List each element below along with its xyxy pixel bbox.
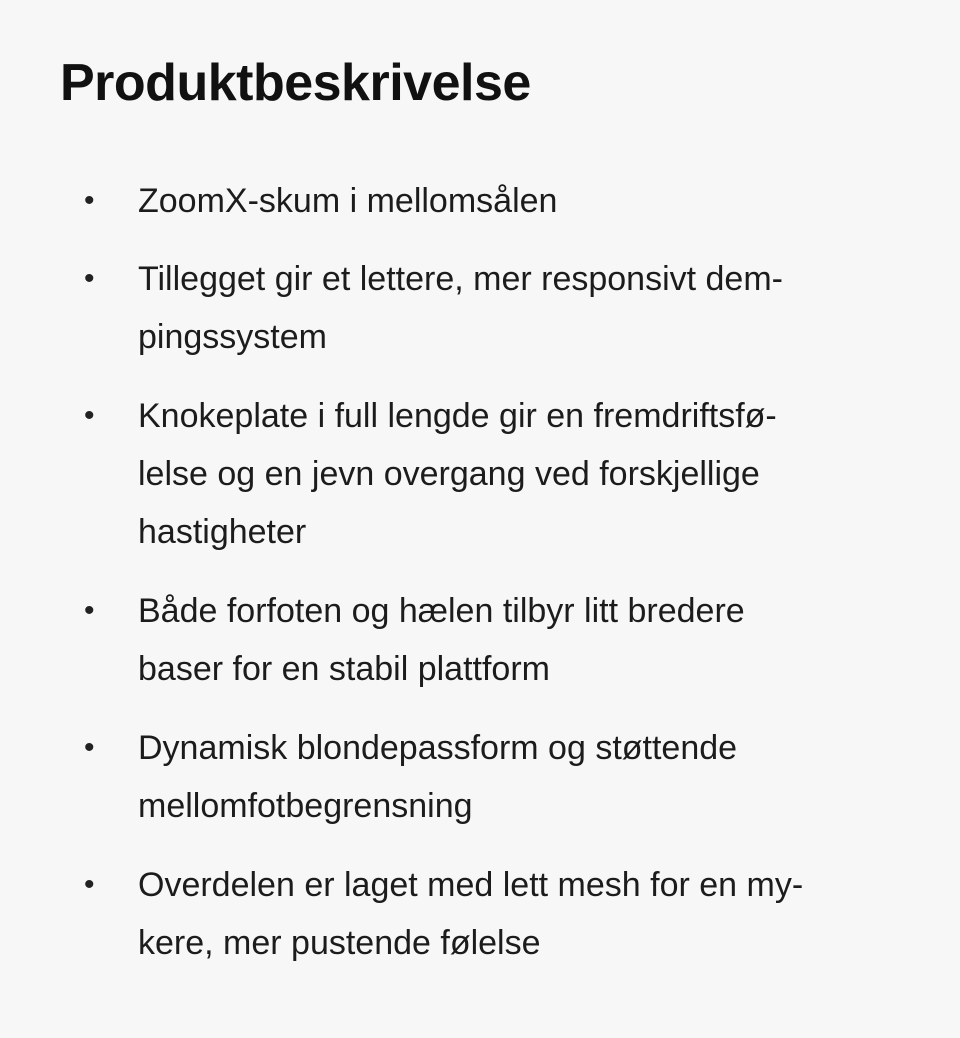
bullet-icon: • <box>84 184 95 217</box>
list-item-text: hastigheter <box>138 513 307 551</box>
bullet-icon: • <box>84 868 95 901</box>
list-item-text: baser for en stabil plattform <box>138 650 550 688</box>
list-item-text: lelse og en jevn overgang ved forskjellige <box>138 455 760 493</box>
list-item-text: kere, mer pustende følelse <box>138 924 541 962</box>
list-item-text: ZoomX-skum i mellomsålen <box>138 182 558 220</box>
list-item-text: Knokeplate i full lengde gir en fremdriftsfø- <box>138 397 777 435</box>
bullet-icon: • <box>84 731 95 764</box>
bullet-icon: • <box>84 262 95 295</box>
bullet-icon: • <box>84 399 95 432</box>
list-item-text: Både forfoten og hælen tilbyr litt bredere <box>138 592 745 630</box>
bullet-icon: • <box>84 594 95 627</box>
list-item-text: Dynamisk blondepassform og støttende <box>138 729 738 767</box>
list-item-text: Tillegget gir et lettere, mer responsivt dem- <box>138 260 783 298</box>
list-item-text: Overdelen er laget med lett mesh for en my- <box>138 866 804 904</box>
list-item-text: pingssystem <box>138 318 327 356</box>
page-title: Produktbeskrivelse <box>60 54 531 112</box>
list-item-text: mellomfotbegrensning <box>138 787 473 825</box>
